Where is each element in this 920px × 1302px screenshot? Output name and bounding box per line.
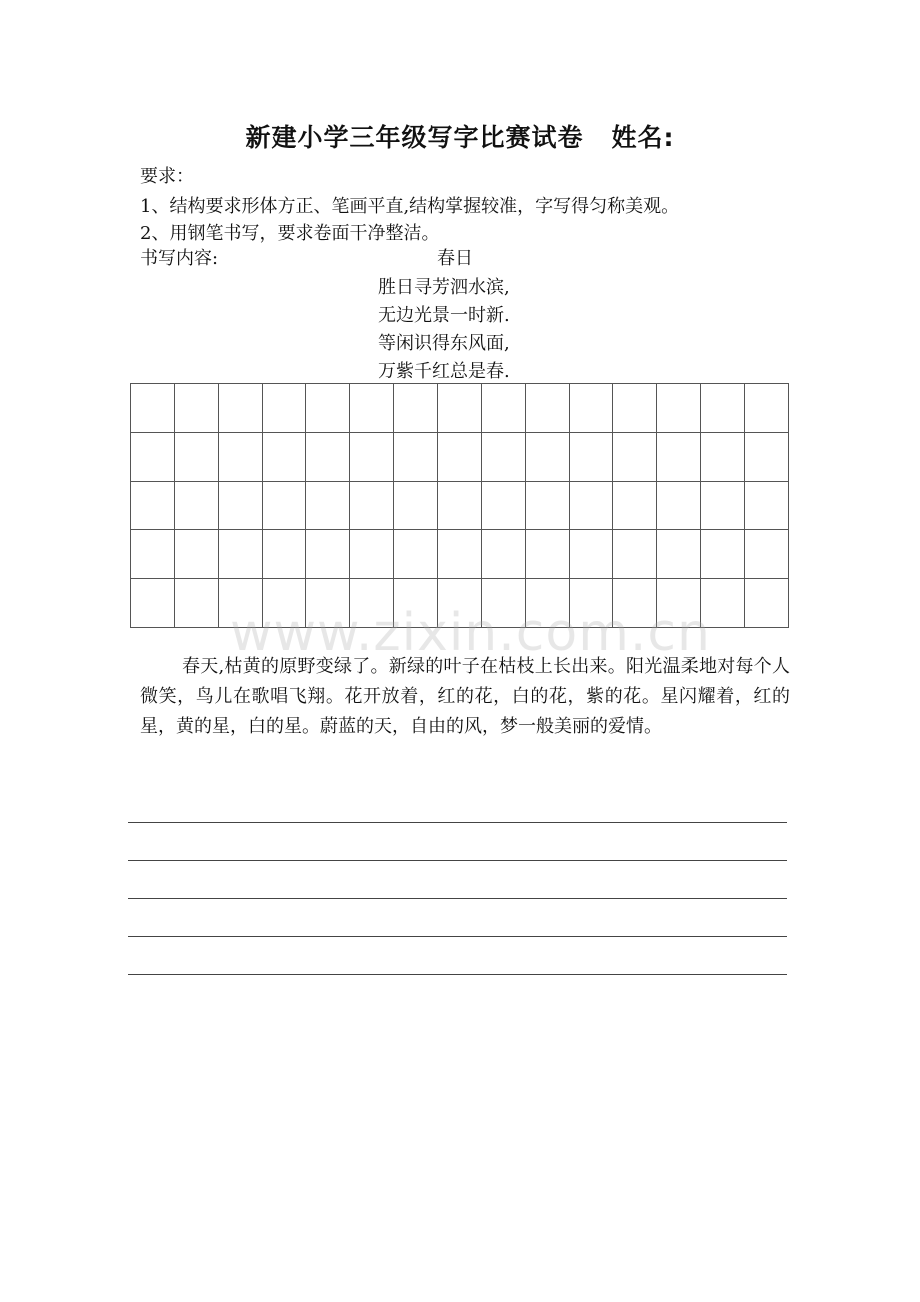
grid-cell[interactable]	[262, 432, 306, 481]
grid-cell[interactable]	[306, 530, 350, 579]
poem-line: 无边光景一时新.	[378, 305, 510, 326]
grid-cell[interactable]	[701, 481, 745, 530]
grid-cell[interactable]	[745, 481, 789, 530]
writing-line[interactable]	[128, 860, 787, 861]
grid-cell[interactable]	[131, 530, 175, 579]
grid-cell[interactable]	[569, 530, 613, 579]
content-label: 书写内容:	[140, 248, 219, 269]
grid-cell[interactable]	[394, 432, 438, 481]
grid-cell[interactable]	[569, 432, 613, 481]
grid-cell[interactable]	[701, 530, 745, 579]
poem-line: 等闲识得东风面,	[378, 333, 510, 354]
grid-cell[interactable]	[613, 432, 657, 481]
grid-cell[interactable]	[525, 384, 569, 433]
grid-cell[interactable]	[569, 481, 613, 530]
requirements-heading: 要求：	[140, 166, 194, 187]
grid-cell[interactable]	[131, 579, 175, 628]
grid-cell[interactable]	[174, 530, 218, 579]
grid-cell[interactable]	[481, 384, 525, 433]
grid-cell[interactable]	[306, 481, 350, 530]
grid-cell[interactable]	[657, 384, 701, 433]
poem-line: 胜日寻芳泗水滨,	[378, 277, 510, 298]
grid-cell[interactable]	[481, 481, 525, 530]
grid-cell[interactable]	[131, 481, 175, 530]
grid-cell[interactable]	[438, 384, 482, 433]
grid-cell[interactable]	[394, 384, 438, 433]
grid-cell[interactable]	[438, 530, 482, 579]
grid-cell[interactable]	[262, 481, 306, 530]
writing-line[interactable]	[128, 936, 787, 937]
grid-cell[interactable]	[394, 481, 438, 530]
grid-cell[interactable]	[218, 384, 262, 433]
grid-cell[interactable]	[657, 481, 701, 530]
grid-cell[interactable]	[613, 530, 657, 579]
grid-cell[interactable]	[350, 384, 394, 433]
watermark: www.zixin.com.cn	[230, 603, 711, 663]
poem-line: 万紫千红总是春.	[378, 361, 510, 382]
grid-cell[interactable]	[438, 481, 482, 530]
grid-row	[131, 530, 789, 579]
grid-cell[interactable]	[613, 384, 657, 433]
grid-cell[interactable]	[745, 432, 789, 481]
grid-row	[131, 384, 789, 433]
grid-cell[interactable]	[350, 530, 394, 579]
exam-title-text: 新建小学三年级写字比赛试卷	[245, 123, 584, 152]
grid-cell[interactable]	[174, 384, 218, 433]
writing-line[interactable]	[128, 974, 787, 975]
grid-cell[interactable]	[131, 432, 175, 481]
exam-title	[0, 118, 920, 154]
grid-cell[interactable]	[701, 384, 745, 433]
grid-cell[interactable]	[525, 481, 569, 530]
grid-cell[interactable]	[262, 384, 306, 433]
grid-cell[interactable]	[218, 481, 262, 530]
grid-cell[interactable]	[525, 530, 569, 579]
grid-cell[interactable]	[350, 481, 394, 530]
grid-cell[interactable]	[262, 530, 306, 579]
grid-cell[interactable]	[394, 530, 438, 579]
grid-cell[interactable]	[657, 432, 701, 481]
grid-cell[interactable]	[350, 432, 394, 481]
requirement-item-2: 2、用钢笔书写，要求卷面干净整洁。	[140, 223, 440, 244]
grid-cell[interactable]	[174, 432, 218, 481]
grid-cell[interactable]	[525, 432, 569, 481]
grid-cell[interactable]	[481, 530, 525, 579]
grid-cell[interactable]	[613, 481, 657, 530]
name-label: 姓名:	[611, 123, 675, 152]
grid-cell[interactable]	[745, 530, 789, 579]
grid-cell[interactable]	[174, 481, 218, 530]
grid-cell[interactable]	[438, 432, 482, 481]
writing-line[interactable]	[128, 898, 787, 899]
grid-cell[interactable]	[745, 579, 789, 628]
grid-cell[interactable]	[218, 432, 262, 481]
requirement-item-1: 1、结构要求形体方正、笔画平直,结构掌握较准，字写得匀称美观。	[140, 196, 680, 217]
grid-cell[interactable]	[306, 384, 350, 433]
grid-cell[interactable]	[131, 384, 175, 433]
grid-cell[interactable]	[569, 384, 613, 433]
practice-passage: 春天,枯黄的原野变绿了。新绿的叶子在枯枝上长出来。阳光温柔地对每个人微笑，鸟儿在歌唱飞翔。花开放着，红的花，白的花，紫的花。星闪耀着，红的星，黄的星，白的星。蔚蓝的天，自由的风，梦一般美丽的爱情。	[140, 656, 790, 737]
writing-grid	[130, 383, 789, 628]
grid-row	[131, 432, 789, 481]
grid-row	[131, 481, 789, 530]
poem-title: 春日	[437, 248, 473, 269]
grid-cell[interactable]	[306, 432, 350, 481]
grid-cell[interactable]	[481, 432, 525, 481]
grid-cell[interactable]	[174, 579, 218, 628]
grid-cell[interactable]	[701, 432, 745, 481]
grid-cell[interactable]	[745, 384, 789, 433]
writing-line[interactable]	[128, 822, 787, 823]
grid-cell[interactable]	[218, 530, 262, 579]
grid-cell[interactable]	[657, 530, 701, 579]
